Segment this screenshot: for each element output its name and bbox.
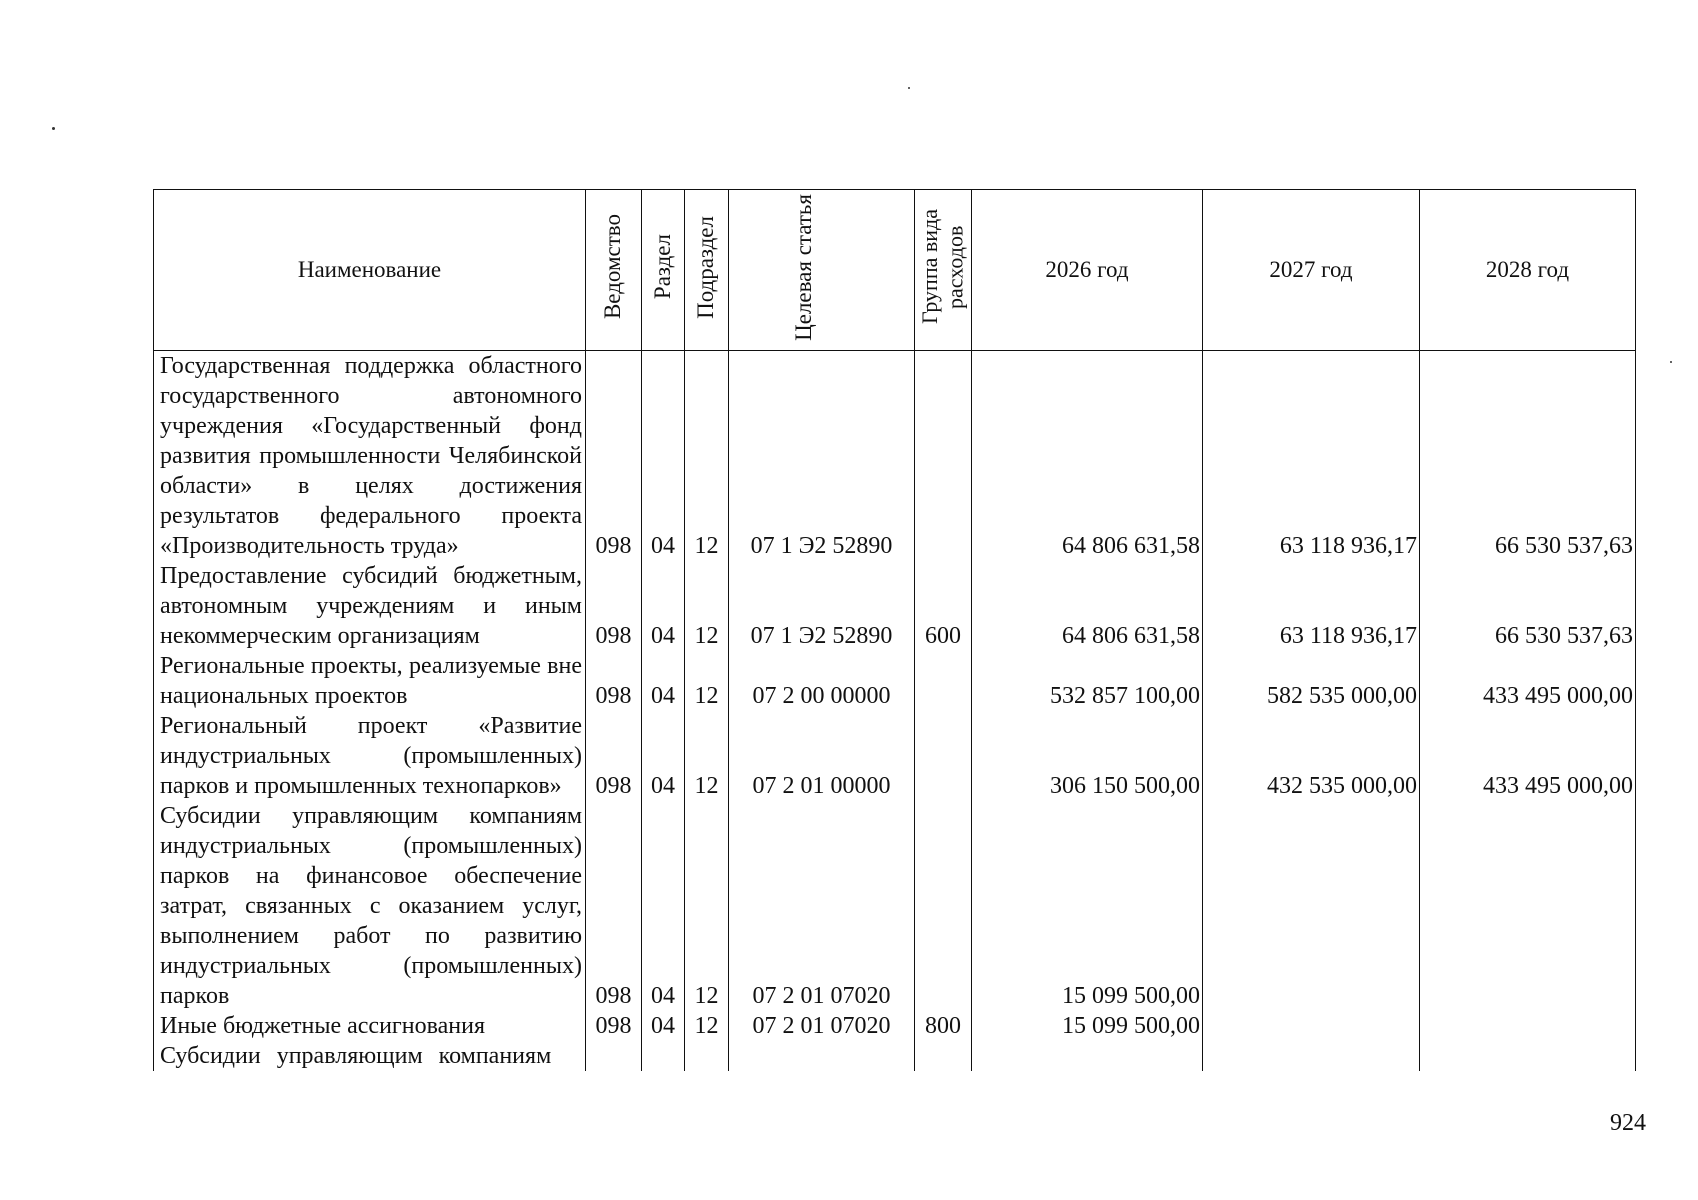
row-2028 bbox=[1420, 801, 1636, 1011]
row-2026: 15 099 500,00 bbox=[972, 801, 1203, 1011]
table-row bbox=[154, 1041, 1636, 1071]
row-podrazdel: 12 bbox=[685, 651, 729, 711]
row-2028: 66 530 537,63 bbox=[1420, 351, 1636, 562]
row-celevaya: 07 2 00 00000 bbox=[729, 651, 915, 711]
row-vedomstvo: 098 bbox=[586, 351, 642, 562]
row-podrazdel: 12 bbox=[685, 801, 729, 1011]
row-2026: 306 150 500,00 bbox=[972, 711, 1203, 801]
row-2027: 432 535 000,00 bbox=[1203, 711, 1420, 801]
row-name: Региональный проект «Развитие индустриальных (промышленных) парков и промышленных технопарков» bbox=[154, 711, 586, 801]
row-2026: 64 806 631,58 bbox=[972, 351, 1203, 562]
header-2026: 2026 год bbox=[972, 190, 1203, 351]
scan-speck bbox=[52, 127, 55, 130]
row-gruppa bbox=[915, 1041, 972, 1071]
row-celevaya: 07 2 01 00000 bbox=[729, 711, 915, 801]
row-name: Государственная поддержка областного государственного автономного учреждения «Государственный фонд развития промышленности Челябинской области» в целях достижения результатов федерального проекта «Производительность труда» bbox=[154, 351, 586, 562]
row-vedomstvo: 098 bbox=[586, 801, 642, 1011]
row-razdel: 04 bbox=[642, 351, 685, 562]
row-celevaya: 07 1 Э2 52890 bbox=[729, 351, 915, 562]
row-2026 bbox=[972, 1041, 1203, 1071]
row-gruppa bbox=[915, 711, 972, 801]
header-vedomstvo bbox=[586, 190, 642, 351]
scan-speck bbox=[908, 87, 910, 89]
page-number: 924 bbox=[1610, 1110, 1646, 1136]
header-vedomstvo-label: Ведомство bbox=[600, 214, 626, 320]
row-name: Предоставление субсидий бюджетным, автономным учреждениям и иным некоммерческим организациям bbox=[154, 561, 586, 651]
header-celevaya-label: Целевая статья bbox=[790, 193, 816, 341]
row-vedomstvo bbox=[586, 1041, 642, 1071]
row-vedomstvo: 098 bbox=[586, 651, 642, 711]
row-2027 bbox=[1203, 801, 1420, 1011]
row-gruppa bbox=[915, 651, 972, 711]
row-2028: 433 495 000,00 bbox=[1420, 651, 1636, 711]
row-vedomstvo: 098 bbox=[586, 711, 642, 801]
header-razdel bbox=[642, 190, 685, 351]
row-gruppa: 800 bbox=[915, 1011, 972, 1041]
scan-speck bbox=[1670, 361, 1672, 363]
row-razdel: 04 bbox=[642, 561, 685, 651]
row-podrazdel: 12 bbox=[685, 351, 729, 562]
row-razdel: 04 bbox=[642, 1011, 685, 1041]
row-razdel: 04 bbox=[642, 651, 685, 711]
row-gruppa: 600 bbox=[915, 561, 972, 651]
header-celevaya bbox=[729, 190, 915, 351]
row-gruppa bbox=[915, 801, 972, 1011]
table-row bbox=[154, 561, 1636, 651]
row-2026: 532 857 100,00 bbox=[972, 651, 1203, 711]
table-row bbox=[154, 1011, 1636, 1041]
row-razdel bbox=[642, 1041, 685, 1071]
header-2028: 2028 год bbox=[1420, 190, 1636, 351]
header-row bbox=[154, 190, 1636, 351]
row-2028 bbox=[1420, 1011, 1636, 1041]
table-row bbox=[154, 801, 1636, 1011]
row-2027: 582 535 000,00 bbox=[1203, 651, 1420, 711]
row-2028: 433 495 000,00 bbox=[1420, 711, 1636, 801]
row-name: Субсидии управляющим компаниям bbox=[154, 1041, 586, 1071]
header-razdel-label: Раздел bbox=[649, 234, 675, 300]
row-podrazdel: 12 bbox=[685, 1011, 729, 1041]
row-2027: 63 118 936,17 bbox=[1203, 561, 1420, 651]
row-vedomstvo: 098 bbox=[586, 1011, 642, 1041]
row-podrazdel bbox=[685, 1041, 729, 1071]
row-celevaya: 07 2 01 07020 bbox=[729, 1011, 915, 1041]
row-name: Региональные проекты, реализуемые вне национальных проектов bbox=[154, 651, 586, 711]
header-name: Наименование bbox=[154, 190, 586, 351]
header-2027: 2027 год bbox=[1203, 190, 1420, 351]
row-name: Иные бюджетные ассигнования bbox=[154, 1011, 586, 1041]
header-gruppa-label: Группа вида расходов bbox=[917, 209, 968, 325]
row-2027 bbox=[1203, 1041, 1420, 1071]
table-row bbox=[154, 351, 1636, 562]
budget-table bbox=[153, 189, 1636, 1071]
row-2026: 15 099 500,00 bbox=[972, 1011, 1203, 1041]
header-gruppa bbox=[915, 190, 972, 351]
row-2027 bbox=[1203, 1011, 1420, 1041]
row-razdel: 04 bbox=[642, 711, 685, 801]
table-row bbox=[154, 651, 1636, 711]
row-2028: 66 530 537,63 bbox=[1420, 561, 1636, 651]
row-celevaya bbox=[729, 1041, 915, 1071]
row-gruppa bbox=[915, 351, 972, 562]
row-razdel: 04 bbox=[642, 801, 685, 1011]
row-podrazdel: 12 bbox=[685, 711, 729, 801]
header-podrazdel bbox=[685, 190, 729, 351]
row-2027: 63 118 936,17 bbox=[1203, 351, 1420, 562]
row-vedomstvo: 098 bbox=[586, 561, 642, 651]
row-name: Субсидии управляющим компаниям индустриальных (промышленных) парков на финансовое обеспечение затрат, связанных с оказанием услуг, выполнением работ по развитию индустриальных (промышленных) парков bbox=[154, 801, 586, 1011]
row-podrazdel: 12 bbox=[685, 561, 729, 651]
row-2028 bbox=[1420, 1041, 1636, 1071]
table-row bbox=[154, 711, 1636, 801]
row-celevaya: 07 2 01 07020 bbox=[729, 801, 915, 1011]
header-podrazdel-label: Подраздел bbox=[693, 215, 719, 319]
row-2026: 64 806 631,58 bbox=[972, 561, 1203, 651]
row-celevaya: 07 1 Э2 52890 bbox=[729, 561, 915, 651]
